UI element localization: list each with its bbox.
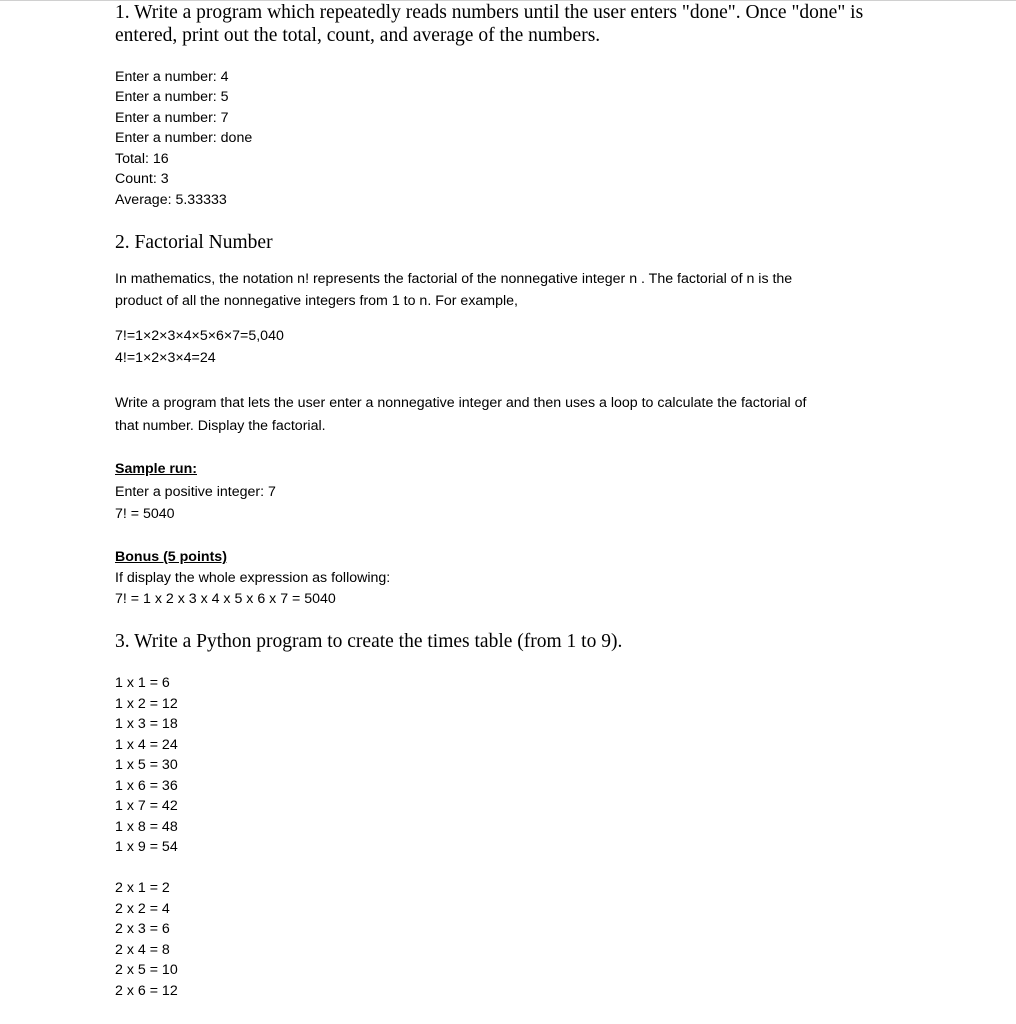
q2-heading: 2. Factorial Number: [115, 232, 273, 253]
q3-table2-row: 2 x 6 = 12: [115, 983, 178, 999]
q3-table2-row: 2 x 4 = 8: [115, 942, 170, 958]
q2-task-line1: Write a program that lets the user enter a nonnegative integer and then uses a loop to calculate the factorial of: [115, 395, 807, 411]
q3-table2-row: 2 x 1 = 2: [115, 880, 170, 896]
q3-table2-row: 2 x 2 = 4: [115, 901, 170, 917]
q3-table1-row: 1 x 3 = 18: [115, 716, 178, 732]
q3-heading: 3. Write a Python program to create the times table (from 1 to 9).: [115, 631, 623, 652]
q2-example-4: 4!=1×2×3×4=24: [115, 350, 216, 366]
q1-sample-line: Count: 3: [115, 171, 169, 187]
q2-example-7: 7!=1×2×3×4×5×6×7=5,040: [115, 328, 284, 344]
q2-sample-line1: Enter a positive integer: 7: [115, 484, 276, 500]
q3-table1-row: 1 x 1 = 6: [115, 675, 170, 691]
q3-table1-row: 1 x 4 = 24: [115, 737, 178, 753]
q1-sample-line: Enter a number: done: [115, 130, 253, 146]
q3-table1-row: 1 x 2 = 12: [115, 696, 178, 712]
q2-intro-line1: In mathematics, the notation n! represents the factorial of the nonnegative integer n . The factorial of n is the: [115, 271, 793, 287]
q1-sample-line: Average: 5.33333: [115, 192, 227, 208]
q2-bonus-line2: 7! = 1 x 2 x 3 x 4 x 5 x 6 x 7 = 5040: [115, 591, 336, 607]
q2-bonus-line1: If display the whole expression as following:: [115, 570, 391, 586]
q1-sample-line: Enter a number: 7: [115, 110, 229, 126]
q3-table1-row: 1 x 6 = 36: [115, 778, 178, 794]
q2-sample-run-heading: Sample run:: [115, 461, 197, 477]
q2-intro-line2: product of all the nonnegative integers from 1 to n. For example,: [115, 293, 518, 309]
q1-sample-line: Enter a number: 4: [115, 69, 229, 85]
q1-heading-line1: 1. Write a program which repeatedly reads numbers until the user enters "done". Once "done" is: [115, 2, 864, 23]
q2-sample-line2: 7! = 5040: [115, 506, 175, 522]
q1-heading-line2: entered, print out the total, count, and average of the numbers.: [115, 25, 601, 46]
q2-task-line2: that number. Display the factorial.: [115, 418, 326, 434]
q1-sample-line: Total: 16: [115, 151, 169, 167]
page-top-border: [0, 0, 1016, 1]
q2-bonus-heading: Bonus (5 points): [115, 549, 227, 565]
q3-table1-row: 1 x 7 = 42: [115, 798, 178, 814]
q3-table2-row: 2 x 3 = 6: [115, 921, 170, 937]
q1-sample-line: Enter a number: 5: [115, 89, 229, 105]
q3-table1-row: 1 x 9 = 54: [115, 839, 178, 855]
q3-table1-row: 1 x 8 = 48: [115, 819, 178, 835]
q3-table1-row: 1 x 5 = 30: [115, 757, 178, 773]
q3-table2-row: 2 x 5 = 10: [115, 962, 178, 978]
